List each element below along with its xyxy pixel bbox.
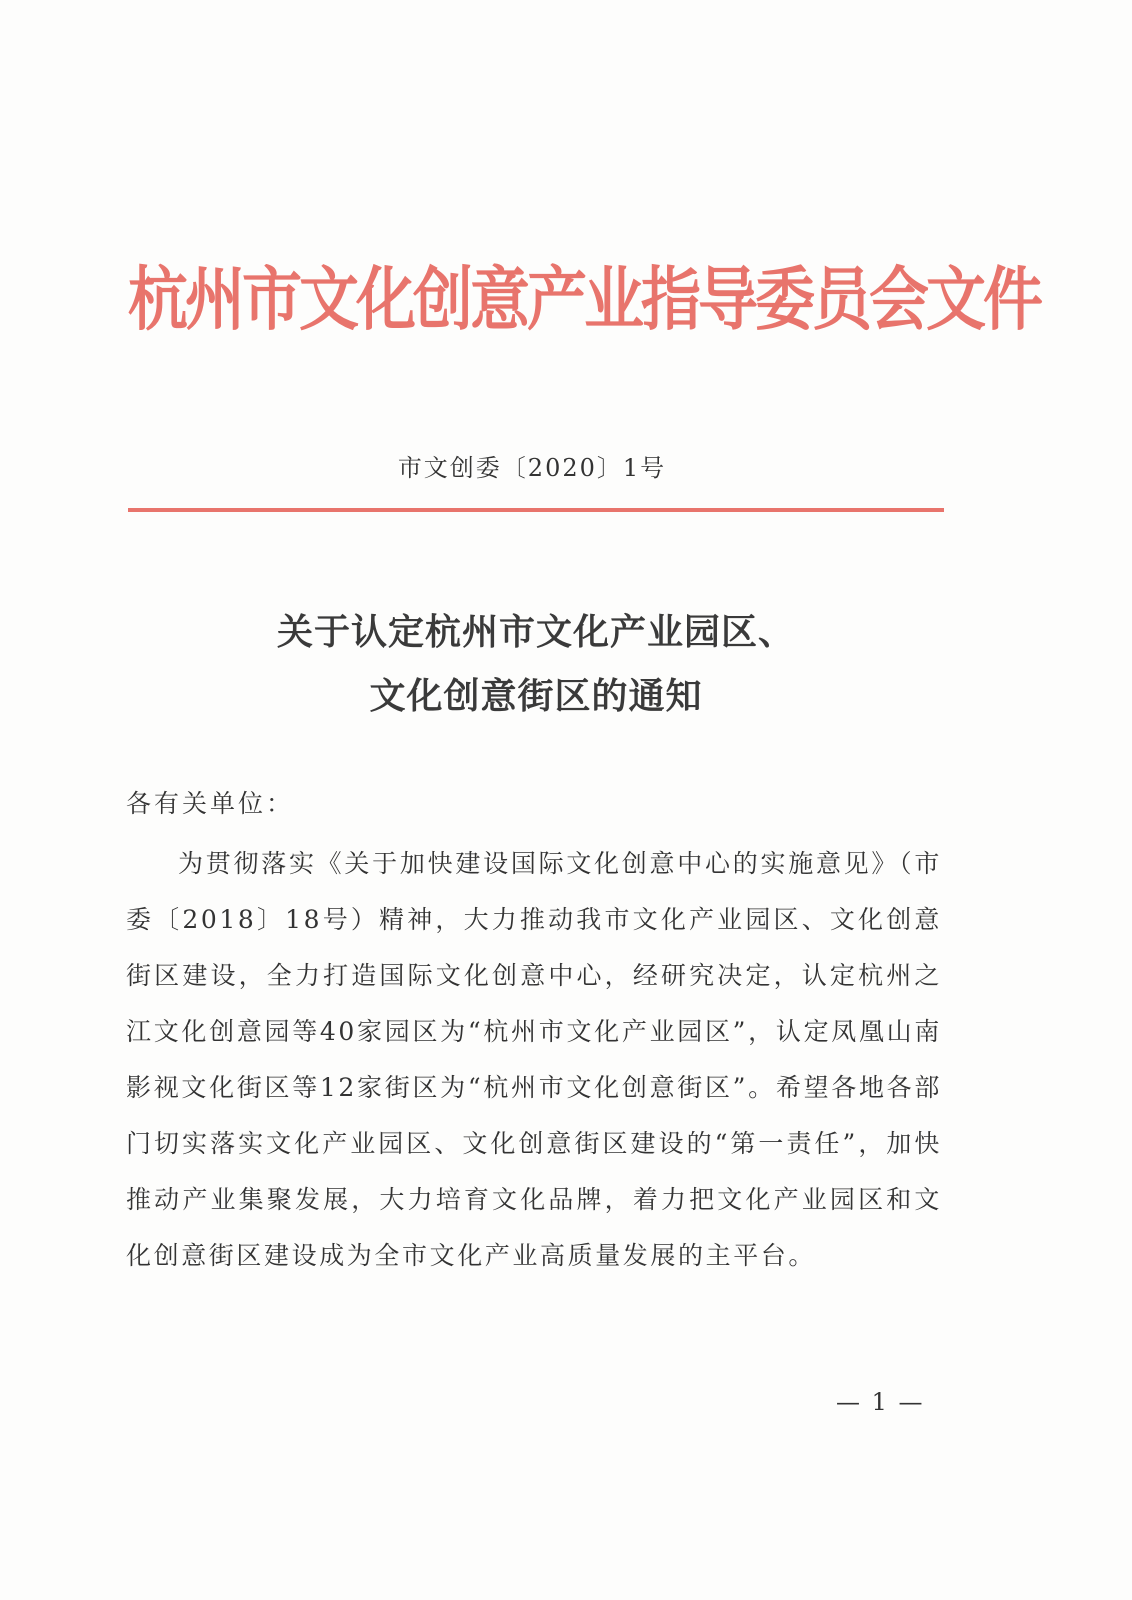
salutation: 各有关单位：	[126, 789, 295, 818]
red-divider-line	[128, 508, 944, 512]
notice-title-line-2: 文化创意街区的通知	[369, 675, 703, 717]
document-number: 市文创委〔2020〕1号	[397, 454, 667, 482]
page-number: — 1 —	[836, 1388, 925, 1416]
masthead-title: 杭州市文化创意产业指导委员会文件	[128, 259, 1040, 341]
notice-title-line-1: 关于认定杭州市文化产业园区、	[276, 611, 795, 653]
body-paragraph: 为贯彻落实《关于加快建设国际文化创意中心的实施意见》（市委〔2018〕18号）精神，大力推动我市文化产业园区、文化创意街区建设，全力打造国际文化创意中心，经研究决定，认定杭州之江文化创意园等40家园区为“杭州市文化产业园区”，认定凤凰山南影视文化街区等12家街区为“杭州市文化创意街区”。希望各地各部门切实落实文化产业园区、文化创意街区建设的“第一责任”，加快推动产业集聚发展，大力培育文化品牌，着力把文化产业园区和文化创意街区建设成为全市文化产业高质量发展的主平台。	[126, 849, 942, 1270]
